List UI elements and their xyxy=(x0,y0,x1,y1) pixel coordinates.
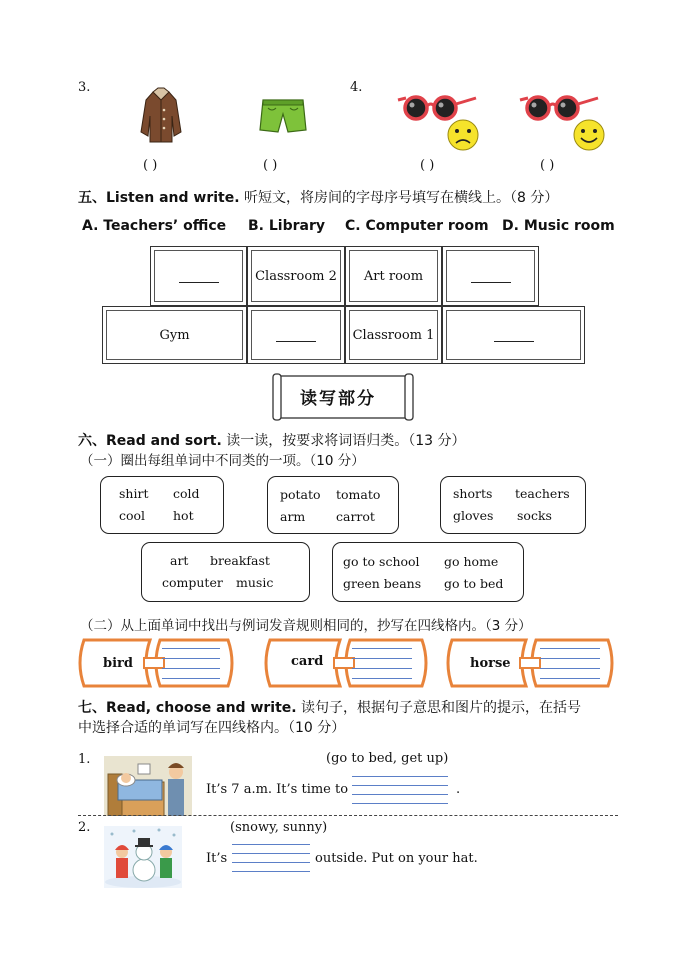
section-7-instruction-1: 读句子，根据句子意思和图片的提示，在括号 xyxy=(296,700,582,716)
snowman-kids-icon xyxy=(104,826,182,888)
room-blank[interactable] xyxy=(442,246,539,306)
word-option[interactable]: arm xyxy=(280,509,306,524)
example-word-card: card xyxy=(291,654,324,669)
section-7-instruction-2: 中选择合适的单词写在四线格内。（10 分） xyxy=(78,720,346,736)
answer-bracket[interactable]: ( ) xyxy=(420,158,435,173)
four-line-grid[interactable] xyxy=(540,648,600,678)
item-number-2: 2. xyxy=(78,820,91,835)
word-group-5 xyxy=(332,542,524,602)
four-line-grid[interactable] xyxy=(162,648,220,678)
four-line-grid[interactable] xyxy=(352,648,412,678)
choices-1: (go to bed, get up) xyxy=(326,751,449,766)
sad-face-icon xyxy=(446,118,480,152)
word-group-3 xyxy=(440,476,586,534)
word-option[interactable]: green beans xyxy=(343,576,422,591)
option-a: A. Teachers’ office xyxy=(82,218,227,234)
answer-four-line[interactable] xyxy=(232,844,310,871)
answer-bracket[interactable]: ( ) xyxy=(540,158,555,173)
item-number-3: 3. xyxy=(78,80,91,95)
answer-bracket[interactable]: ( ) xyxy=(143,158,158,173)
word-option[interactable]: hot xyxy=(173,508,194,523)
word-option[interactable]: go home xyxy=(444,554,499,569)
word-option[interactable]: carrot xyxy=(336,509,375,524)
word-group-4 xyxy=(141,542,310,602)
room-art-room: Art room xyxy=(345,246,442,306)
room-classroom-1: Classroom 1 xyxy=(345,306,442,364)
section-5-title: 五、Listen and write. xyxy=(78,190,240,206)
room-blank[interactable] xyxy=(150,246,247,306)
word-option[interactable]: shirt xyxy=(119,486,149,501)
word-option[interactable]: cool xyxy=(119,508,146,523)
room-classroom-2: Classroom 2 xyxy=(247,246,345,306)
section-5-heading xyxy=(78,187,558,207)
example-word-bird: bird xyxy=(103,656,133,671)
word-option[interactable]: socks xyxy=(517,508,552,523)
room-blank[interactable] xyxy=(247,306,345,364)
divider xyxy=(78,815,618,816)
option-c: C. Computer room xyxy=(345,218,489,234)
happy-face-icon xyxy=(572,118,606,152)
word-option[interactable]: go to school xyxy=(343,554,420,569)
section-6-part-1: （一）圈出每组单词中不同类的一项。（10 分） xyxy=(80,453,365,469)
word-option[interactable]: breakfast xyxy=(210,553,270,568)
answer-four-line[interactable] xyxy=(352,776,448,803)
room-blank[interactable] xyxy=(442,306,585,364)
word-option[interactable]: potato xyxy=(280,487,321,502)
word-option[interactable]: go to bed xyxy=(444,576,504,591)
option-b: B. Library xyxy=(248,218,325,234)
coat-icon xyxy=(138,86,184,144)
sentence-2-start: It’s xyxy=(206,851,228,866)
section-6-instruction: 读一读，按要求将词语归类。（13 分） xyxy=(221,433,466,449)
room-gym: Gym xyxy=(102,306,247,364)
section-6-title: 六、Read and sort. xyxy=(78,433,222,449)
word-option[interactable]: music xyxy=(236,575,274,590)
section-6-part-2: （二）从上面单词中找出与例词发音规则相同的，抄写在四线格内。（3 分） xyxy=(80,618,532,634)
section-5-instruction: 听短文，将房间的字母序号填写在横线上。（8 分） xyxy=(239,190,559,206)
section-6-heading xyxy=(78,430,466,450)
sentence-2-end: outside. Put on your hat. xyxy=(315,851,478,866)
item-number-4: 4. xyxy=(350,80,363,95)
word-option[interactable]: gloves xyxy=(453,508,494,523)
option-d: D. Music room xyxy=(502,218,615,234)
sentence-1-end: . xyxy=(456,782,461,797)
word-option[interactable]: teachers xyxy=(515,486,570,501)
word-option[interactable]: cold xyxy=(173,486,200,501)
word-group-2 xyxy=(267,476,399,534)
word-option[interactable]: shorts xyxy=(453,486,493,501)
bedroom-illustration-icon xyxy=(104,756,192,816)
word-option[interactable]: computer xyxy=(162,575,223,590)
choices-2: (snowy, sunny) xyxy=(230,820,328,835)
banner-label: 读写部分 xyxy=(300,389,376,409)
word-group-1 xyxy=(100,476,224,534)
answer-bracket[interactable]: ( ) xyxy=(263,158,278,173)
word-option[interactable]: art xyxy=(170,553,189,568)
item-number-1: 1. xyxy=(78,752,91,767)
word-option[interactable]: tomato xyxy=(336,487,381,502)
section-7-title: 七、Read, choose and write. xyxy=(78,700,297,716)
example-word-horse: horse xyxy=(470,656,511,671)
sentence-1-start: It’s 7 a.m. It’s time to xyxy=(206,782,349,797)
section-7-heading xyxy=(78,697,581,717)
shorts-icon xyxy=(258,96,308,136)
